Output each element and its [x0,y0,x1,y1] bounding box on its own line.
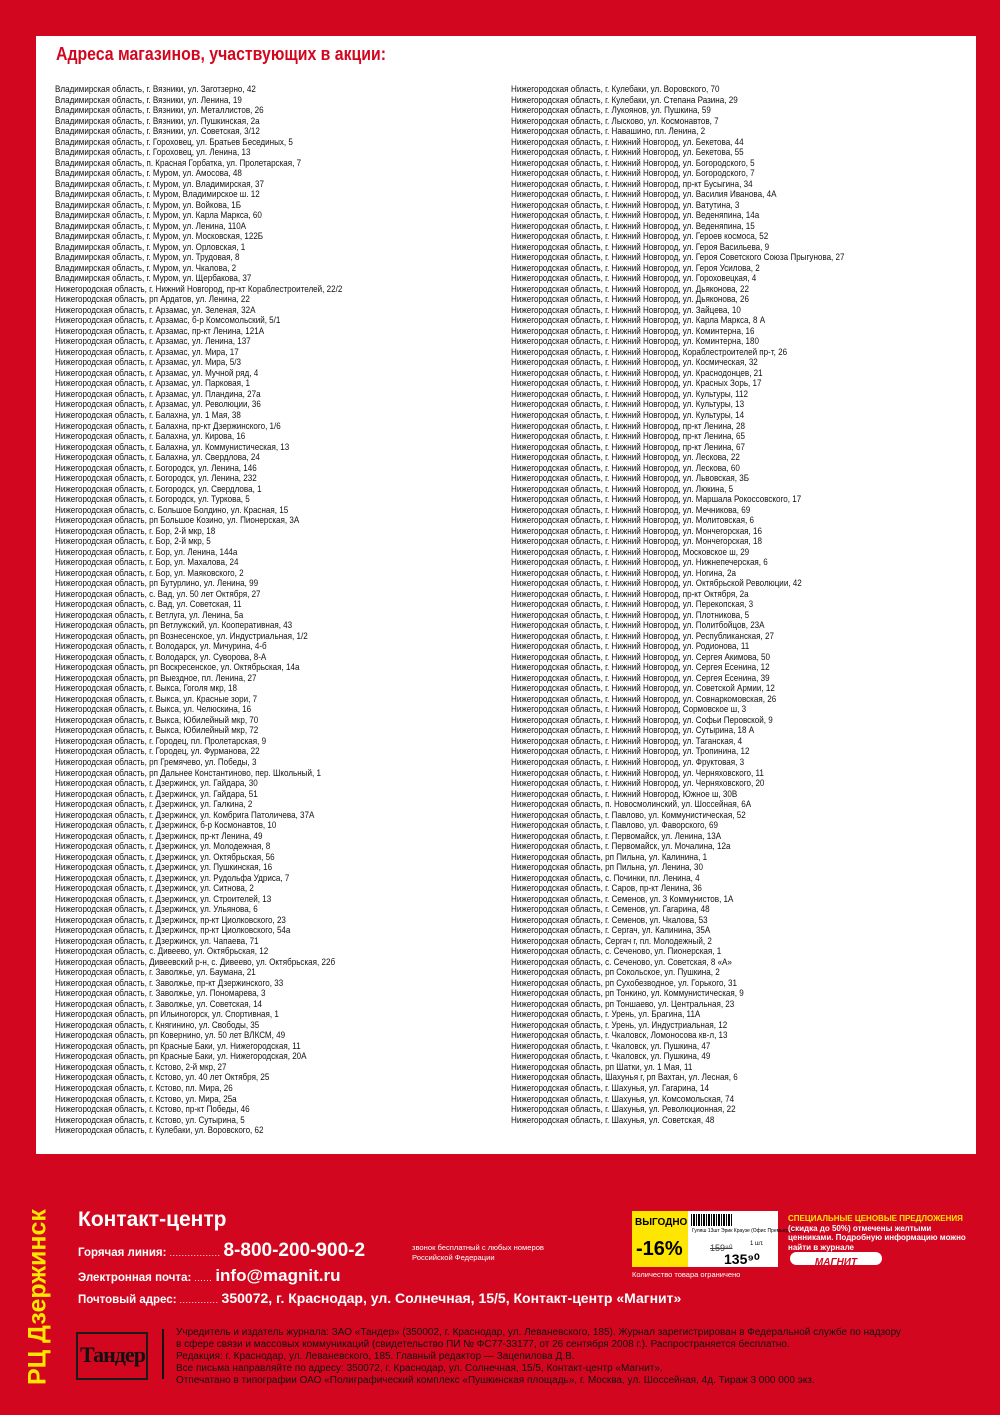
store-address: Нижегородская область, рп Пильна, ул. Ленина, 30 [511,861,703,873]
store-address: Владимирская область, г. Муром, ул. Московская, 122Б [55,230,264,242]
store-address: Нижегородская область, г. Нижний Новгород, ул. Василия Иванова, 4А [511,188,777,200]
store-address: Нижегородская область, г. Нижний Новгород, ул. Краснодонцев, 21 [511,366,763,378]
store-address: Нижегородская область, г. Нижний Новгород, ул. Родионова, 11 [511,640,750,652]
store-address: Нижегородская область, г. Нижний Новгород, пр-кт Кораблестроителей, 22/2 [55,282,343,294]
email-link[interactable]: info@magnit.ru [215,1266,341,1285]
store-address: Нижегородская область, рп Воскресенское, ул. Октябрьская, 14а [55,661,300,673]
store-address: Нижегородская область, г. Нижний Новгород, Сормовское ш, 3 [511,703,747,715]
store-address: Нижегородская область, г. Нижний Новгород, ул. Богородского, 5 [511,156,755,168]
store-address: Нижегородская область, рп Ветлужский, ул. Кооперативная, 43 [55,619,293,631]
store-address: Нижегородская область, Шахунья г, рп Вахтан, ул. Лесная, 6 [511,1071,738,1083]
store-address: Нижегородская область, г. Нижний Новгород, ул. Культуры, 13 [511,398,745,410]
store-address: Нижегородская область, г. Арзамас, б-р Комсомольский, 5/1 [55,314,281,326]
store-address: Нижегородская область, г. Нижний Новгород, ул. Коминтерна, 16 [511,324,755,336]
store-address: Нижегородская область, г. Нижний Новгород, Московское ш, 29 [511,545,750,557]
store-address: Нижегородская область, г. Арзамас, ул. Революции, 36 [55,398,261,410]
store-address: Нижегородская область, г. Урень, ул. Индустриальная, 12 [511,1018,728,1030]
imprint [176,1327,986,1387]
imprint-line: Все письма направляйте по адресу: 350072, г. Краснодар, ул. Солнечная, 15/5, Контакт-центр «Магнит». [176,1363,663,1374]
price-tag-title: ВЫГОДНО [635,1217,688,1228]
store-address: Нижегородская область, рп Гремячево, ул. Победы, 3 [55,756,257,767]
store-address: Нижегородская область, рп Дальнее Константиново, пер. Школьный, 1 [55,766,321,778]
store-address: Нижегородская область, г. Нижний Новгород, ул. Гороховецкая, 4 [511,272,757,284]
store-address: Нижегородская область, г. Нижний Новгород, ул. Черняховского, 20 [511,777,765,789]
store-address: Нижегородская область, г. Нижний Новгород, ул. Культуры, 112 [511,387,748,399]
store-address: Нижегородская область, г. Дзержинск, пр-кт Циолковского, 23 [55,913,286,925]
store-address: Владимирская область, г. Муром, ул. Владимирская, 37 [55,177,265,189]
store-address: Нижегородская область, рп Шатки, ул. 1 Мая, 11 [511,1060,693,1072]
hotline-number[interactable]: 8-800-200-900-2 [223,1240,366,1261]
store-address: Нижегородская область, г. Володарск, ул. Суворова, 8-А [55,650,267,662]
store-address: Нижегородская область, г. Семенов, ул. 3 Коммунистов, 1А [511,892,734,904]
store-address: Нижегородская область, г. Нижний Новгород, ул. Лескова, 22 [511,451,740,463]
store-address: Нижегородская область, г. Выкса, Гоголя мкр, 18 [55,682,238,694]
price-tag-product: Гуляш 13шт Эрик Краузе (Офис Премьер) 3/70 [692,1228,802,1234]
store-address: Нижегородская область, г. Лысково, ул. Космонавтов, 7 [511,114,719,126]
store-address: Нижегородская область, рп Красные Баки, ул. Нижегородская, 11 [55,1039,301,1051]
address-list-left [55,84,389,1136]
store-address: Нижегородская область, г. Богородск, ул. Ленина, 232 [55,472,257,484]
store-address: Нижегородская область, г. Бор, 2-й мкр, 18 [55,524,216,536]
imprint-line: Учредитель и издатель журнала: ЗАО «Тандер» (350002, г. Краснодар, ул. Леваневского, 185). Журнал зарегистрирован в Федеральной службе по надзору [176,1327,902,1338]
email-row [78,1266,341,1286]
store-address: Нижегородская область, г. Нижний Новгород, ул. Героя Васильева, 9 [511,240,770,252]
tander-logo-text: Тандер [80,1342,145,1367]
store-address: Нижегородская область, г. Бор, ул. Махалова, 24 [55,556,239,568]
store-address: Владимирская область, г. Вязники, ул. Металлистов, 26 [55,104,264,116]
store-address: Нижегородская область, г. Дзержинск, ул. Гайдара, 30 [55,777,258,789]
store-address: Нижегородская область, рп Большое Козино, ул. Пионерская, 3А [55,514,300,526]
store-address: Нижегородская область, г. Арзамас, ул. Ленина, 137 [55,335,251,347]
store-address: Нижегородская область, г. Арзамас, ул. Зеленая, 32А [55,303,256,315]
store-address: Владимирская область, г. Муром, ул. Ленина, 110А [55,219,247,231]
special-offer-discount: (скидка до 50%) [788,1223,851,1233]
store-address: Нижегородская область, рп Тоншаево, ул. Центральная, 23 [511,997,735,1009]
store-address: Нижегородская область, г. Арзамас, ул. Мучной ряд, 4 [55,366,259,378]
store-address: Нижегородская область, г. Саров, пр-кт Ленина, 36 [511,882,702,894]
store-address: Нижегородская область, г. Кстово, пр-кт Победы, 46 [55,1103,250,1115]
store-address: Нижегородская область, г. Кстово, ул. Мира, 25а [55,1092,237,1104]
store-address: Нижегородская область, г. Нижний Новгород, ул. Ногина, 2а [511,566,736,578]
hotline-row [78,1240,365,1262]
store-address: Нижегородская область, с. Сеченово, ул. Советская, 8 «А» [511,955,732,967]
store-address: Нижегородская область, г. Павлово, ул. Фаворского, 69 [511,819,719,831]
store-address: Нижегородская область, рп Красные Баки, ул. Нижегородская, 20А [55,1050,307,1062]
barcode-icon [691,1214,733,1226]
store-address: Нижегородская область, г. Заволжье, ул. Советская, 14 [55,997,263,1009]
postal-address: 350072, г. Краснодар, ул. Солнечная, 15/5, Контакт-центр «Магнит» [221,1290,682,1306]
store-address: Нижегородская область, г. Первомайск, ул. Мочалина, 12а [511,840,731,852]
store-address: Владимирская область, г. Вязники, ул. Пушкинская, 2а [55,114,260,126]
store-address: Нижегородская область, г. Дзержинск, ул. Пушкинская, 16 [55,861,273,873]
store-address: Владимирская область, г. Вязники, ул. Ленина, 19 [55,93,242,105]
store-address: Владимирская область, г. Муром, ул. Трудовая, 8 [55,251,240,263]
store-address: Нижегородская область, г. Кстово, ул. 40 лет Октября, 25 [55,1071,270,1083]
store-address: Нижегородская область, г. Княгинино, ул. Свободы, 35 [55,1018,260,1030]
store-address: Нижегородская область, г. Нижний Новгород, пр-кт Ленина, 65 [511,430,745,442]
store-address: Нижегородская область, г. Володарск, ул. Мичурина, 4-б [55,640,267,652]
store-address: Нижегородская область, г. Нижний Новгород, ул. Октябрьской Революции, 42 [511,577,802,589]
store-address: Нижегородская область, г. Арзамас, пр-кт Ленина, 121А [55,324,265,336]
store-address: Нижегородская область, г. Арзамас, ул. Мира, 17 [55,345,239,357]
store-address: Нижегородская область, г. Дзержинск, пр-кт Ленина, 49 [55,829,263,841]
store-address: Владимирская область, г. Муром, ул. Войкова, 1Б [55,198,242,210]
store-address: Нижегородская область, г. Кстово, пл. Мира, 26 [55,1081,233,1093]
leader-dots: ...... [194,1273,213,1283]
store-address: Нижегородская область, г. Бор, ул. Ленина, 144а [55,545,238,557]
store-address: Нижегородская область, г. Нижний Новгород, ул. Мончегорская, 16 [511,524,763,536]
region-label: РЦ Дзержинск [23,1209,52,1385]
store-address: Нижегородская область, г. Нижний Новгород, ул. Ватутина, 3 [511,198,740,210]
store-address: Нижегородская область, рп Сухобезводное, ул. Горького, 31 [511,976,737,988]
store-address: Нижегородская область, г. Нижний Новгород, ул. Бекетова, 44 [511,135,744,147]
store-address: Владимирская область, г. Муром, ул. Карла Маркса, 60 [55,209,262,221]
store-address: Нижегородская область, г. Дзержинск, ул. Строителей, 13 [55,892,272,904]
store-address: Нижегородская область, г. Нижний Новгород, ул. Нижнепечерская, 6 [511,556,768,568]
store-address: Нижегородская область, г. Кулебаки, ул. Воровского, 70 [511,83,720,94]
store-address: Нижегородская область, рп Выездное, пл. Ленина, 27 [55,671,257,683]
postal-label: Почтовый адрес: [78,1294,177,1306]
store-address: Нижегородская область, г. Балахна, ул. Кирова, 16 [55,430,246,442]
store-address: Нижегородская область, г. Нижний Новгород, Южное ш, 30В [511,787,738,799]
store-address: Нижегородская область, г. Балахна, ул. Коммунистическая, 13 [55,440,290,452]
store-address: Нижегородская область, г. Нижний Новгород, ул. Совнаркомовская, 26 [511,692,777,704]
store-address: Нижегородская область, г. Нижний Новгород, ул. Лескова, 60 [511,461,740,473]
store-address: Нижегородская область, г. Дзержинск, ул. Комбрига Патоличева, 37А [55,808,315,820]
store-address: Нижегородская область, рп Ковернино, ул. 50 лет ВЛКСМ, 49 [55,1029,286,1041]
store-address: Нижегородская область, г. Нижний Новгород, ул. Молитовская, 6 [511,514,754,526]
special-offer-text [788,1214,968,1252]
store-address: Нижегородская область, г. Навашино, пл. Ленина, 2 [511,125,706,137]
store-address: Нижегородская область, г. Дзержинск, ул. Ситнова, 2 [55,882,254,894]
store-address: Нижегородская область, г. Нижний Новгород, ул. Софьи Перовской, 9 [511,713,773,725]
store-address: Нижегородская область, г. Сергач, ул. Калинина, 35А [511,924,711,936]
store-address: Нижегородская область, г. Балахна, ул. 1 Мая, 38 [55,408,241,420]
store-address: Нижегородская область, г. Нижний Новгород, ул. Фруктовая, 3 [511,756,745,767]
special-offer-title: СПЕЦИАЛЬНЫЕ ЦЕНОВЫЕ ПРЕДЛОЖЕНИЯ [788,1214,963,1223]
store-address: Нижегородская область, г. Урень, ул. Брагина, 11А [511,1008,701,1020]
store-address: Нижегородская область, г. Шахунья, ул. Революционная, 22 [511,1103,736,1115]
store-address: Владимирская область, г. Гороховец, ул. Братьев Бесединых, 5 [55,135,293,147]
store-address: Нижегородская область, Сергач г, пл. Молодежный, 2 [511,934,712,946]
store-address: Нижегородская область, г. Нижний Новгород, ул. Веденяпина, 14а [511,209,760,221]
store-address: Владимирская область, г. Вязники, ул. Советская, 3/12 [55,125,260,137]
store-address: Нижегородская область, рп Сокольское, ул. Пушкина, 2 [511,966,720,978]
store-address: Нижегородская область, г. Кстово, ул. Сутырина, 5 [55,1113,245,1125]
store-address: Нижегородская область, г. Дзержинск, ул. Галкина, 2 [55,798,253,810]
store-address: Нижегородская область, рп Ардатов, ул. Ленина, 22 [55,293,250,305]
store-address: Нижегородская область, г. Дзержинск, ул. Чапаева, 71 [55,934,259,946]
email-label: Электронная почта: [78,1272,192,1284]
store-address: Нижегородская область, г. Кстово, 2-й мкр, 27 [55,1060,227,1072]
store-address: Нижегородская область, г. Павлово, ул. Коммунистическая, 52 [511,808,746,820]
store-address: Нижегородская область, г. Нижний Новгород, ул. Дьяконова, 26 [511,293,750,305]
store-address: Нижегородская область, г. Дзержинск, ул. Рудольфа Удриса, 7 [55,871,290,883]
store-address: Нижегородская область, г. Ветлуга, ул. Ленина, 5а [55,608,244,620]
store-address: Нижегородская область, г. Нижний Новгород, ул. Сергея Есенина, 12 [511,661,770,673]
store-address: Нижегородская область, г. Заволжье, ул. Баумана, 21 [55,966,256,978]
store-address: Владимирская область, г. Муром, ул. Щербакова, 37 [55,272,252,284]
store-address: Нижегородская область, г. Нижний Новгород, ул. Коминтерна, 180 [511,335,759,347]
store-address: Нижегородская область, г. Семенов, ул. Чкалова, 53 [511,913,708,925]
store-address: Нижегородская область, с. Починки, пл. Ленина, 4 [511,871,700,883]
magnit-logo-text: МАГНИТ [814,1257,858,1268]
store-address: Нижегородская область, г. Балахна, пр-кт Дзержинского, 1/6 [55,419,281,431]
store-address: Владимирская область, г. Муром, ул. Орловская, 1 [55,240,246,252]
store-address: Нижегородская область, г. Богородск, ул. Свердлова, 1 [55,482,262,494]
store-address: Нижегородская область, г. Дзержинск, ул. Октябрьская, 56 [55,850,275,862]
store-address: Нижегородская область, г. Нижний Новгород, ул. Героя Усилова, 2 [511,261,760,273]
store-address: Нижегородская область, г. Нижний Новгород, Кораблестроителей пр-т, 26 [511,345,788,357]
leader-dots: ................. [169,1248,221,1258]
store-address: Нижегородская область, г. Шахунья, ул. Советская, 48 [511,1113,715,1125]
store-address: Нижегородская область, г. Богородск, ул. Ленина, 146 [55,461,257,473]
store-address: Нижегородская область, г. Нижний Новгород, ул. Дьяконова, 22 [511,282,750,294]
store-address: Нижегородская область, г. Арзамас, ул. Мира, 5/3 [55,356,241,368]
store-address: Нижегородская область, п. Новосмолинский, ул. Шоссейная, 6А [511,798,752,810]
store-address: Нижегородская область, г. Шахунья, ул. Гагарина, 14 [511,1081,710,1093]
store-address: Нижегородская область, г. Городец, ул. Фурманова, 22 [55,745,260,757]
store-address: Нижегородская область, г. Арзамас, ул. Парковая, 1 [55,377,250,389]
store-address: Нижегородская область, г. Дзержинск, ул. Молодежная, 8 [55,840,271,852]
store-address: Нижегородская область, г. Нижний Новгород, пр-кт Ленина, 67 [511,440,745,452]
store-address: Нижегородская область, г. Выкса, Юбилейный мкр, 70 [55,713,259,725]
store-address: Нижегородская область, с. Большое Болдино, ул. Красная, 15 [55,503,289,515]
address-sheet [36,36,976,1154]
store-address: Нижегородская область, г. Дзержинск, пр-кт Циолковского, 54а [55,924,291,936]
store-address: Нижегородская область, г. Бор, 2-й мкр, 5 [55,535,211,547]
store-address: Нижегородская область, г. Выкса, ул. Красные зори, 7 [55,692,258,704]
store-address: Нижегородская область, г. Нижний Новгород, ул. Космическая, 32 [511,356,758,368]
imprint-line: Редакция: г. Краснодар, ул. Леваневского, 185. Главный редактор — Зацепилова Д.В. [176,1351,575,1362]
store-address: Нижегородская область, г. Нижний Новгород, ул. Перекопская, 3 [511,598,754,610]
store-address: Нижегородская область, г. Чкаловск, ул. Пушкина, 49 [511,1050,711,1062]
store-address: Нижегородская область, г. Чкаловск, Ломоносова кв-л, 13 [511,1029,728,1041]
store-address: Нижегородская область, г. Кулебаки, ул. Воровского, 62 [55,1124,264,1136]
store-address: Нижегородская область, Дивеевский р-н, с. Дивеево, ул. Октябрьская, 22б [55,955,336,967]
store-address: Нижегородская область, г. Заволжье, пр-кт Дзержинского, 33 [55,976,284,988]
address-list-right [511,84,899,1125]
store-address: Нижегородская область, г. Нижний Новгород, ул. Бекетова, 55 [511,146,744,158]
store-address: Нижегородская область, с. Вад, ул. Советская, 11 [55,598,242,610]
store-address: Нижегородская область, г. Арзамас, ул. Пландина, 27а [55,387,261,399]
store-address: Нижегородская область, г. Нижний Новгород, пр-кт Октября, 2а [511,587,749,599]
store-address: Владимирская область, г. Муром, Владимирское ш. 12 [55,188,260,200]
store-address: Нижегородская область, г. Бор, ул. Маяковского, 2 [55,566,244,578]
store-address: Нижегородская область, г. Нижний Новгород, ул. Мончегорская, 18 [511,535,763,547]
store-address: Нижегородская область, с. Вад, ул. 50 лет Октября, 27 [55,587,261,599]
tander-logo [76,1332,156,1380]
imprint-line: в сфере связи и массовых коммуникаций (свидетельство ПИ № ФС77-33177, от 26 сентября 2008 г.). Распространяется бесплатно. [176,1339,790,1350]
store-address: Нижегородская область, рп Вознесенское, ул. Индустриальная, 1/2 [55,629,308,641]
store-address: Нижегородская область, г. Нижний Новгород, ул. Богородского, 7 [511,167,755,179]
magnit-logo [790,1252,882,1268]
store-address: Нижегородская область, г. Нижний Новгород, ул. Люкина, 5 [511,482,734,494]
store-address: Нижегородская область, г. Нижний Новгород, ул. Культуры, 14 [511,408,745,420]
store-address: Нижегородская область, г. Нижний Новгород, ул. Зайцева, 10 [511,303,741,315]
store-address: Нижегородская область, г. Нижний Новгород, ул. Маршала Рокоссовского, 17 [511,493,802,505]
price-tag-new-price: 135⁹⁰ [724,1251,760,1267]
store-address: Нижегородская область, г. Заволжье, ул. Пономарева, 3 [55,987,266,999]
store-address: Нижегородская область, рп Пильна, ул. Калинина, 1 [511,850,708,862]
store-address: Нижегородская область, г. Нижний Новгород, ул. Львовская, 3Б [511,472,750,484]
price-tag-yellow-block [632,1211,688,1267]
store-address: Нижегородская область, г. Нижний Новгород, ул. Республиканская, 27 [511,629,774,641]
region-tag [18,1208,58,1386]
store-address: Нижегородская область, г. Чкаловск, ул. Пушкина, 47 [511,1039,711,1051]
store-address: Нижегородская область, г. Нижний Новгород, ул. Таганская, 4 [511,734,743,746]
store-address: Нижегородская область, с. Дивеево, ул. Октябрьская, 12 [55,945,269,957]
store-address: Нижегородская область, г. Нижний Новгород, ул. Политбойцов, 23А [511,619,765,631]
store-address: Владимирская область, г. Гороховец, ул. Ленина, 13 [55,146,251,158]
store-address: Нижегородская область, г. Нижний Новгород, пр-кт Ленина, 28 [511,419,745,431]
store-address: Нижегородская область, г. Богородск, ул. Туркова, 5 [55,493,250,505]
store-address: Нижегородская область, г. Нижний Новгород, ул. Героя Советского Союза Прыгунова, 27 [511,251,845,263]
store-address: Нижегородская область, г. Нижний Новгород, ул. Советской Армии, 12 [511,682,775,694]
store-address: Нижегородская область, рп Тонкино, ул. Коммунистическая, 9 [511,987,744,999]
store-address: Нижегородская область, г. Нижний Новгород, ул. Сергея Есенина, 39 [511,671,770,683]
store-address: Нижегородская область, рп Бутурлино, ул. Ленина, 99 [55,577,259,589]
contact-center-title: Контакт-центр [78,1208,227,1231]
postal-row [78,1290,681,1308]
store-address: Нижегородская область, г. Лукоянов, ул. Пушкина, 59 [511,104,711,116]
store-address: Нижегородская область, г. Выкса, Юбилейный мкр, 72 [55,724,259,736]
price-tag-discount: -16% [636,1238,683,1260]
price-tag-old-price: 159⁹⁰ [710,1243,733,1253]
store-address: Нижегородская область, г. Дзержинск, б-р Космонавтов, 10 [55,819,277,831]
store-address: Нижегородская область, г. Нижний Новгород, ул. Сергея Акимова, 50 [511,650,771,662]
store-address: Нижегородская область, рп Ильиногорск, ул. Спортивная, 1 [55,1008,279,1020]
store-address: Нижегородская область, г. Семенов, ул. Гагарина, 48 [511,903,710,915]
store-address: Нижегородская область, г. Кулебаки, ул. Степана Разина, 29 [511,93,738,105]
store-address: Нижегородская область, г. Нижний Новгород, ул. Тропинина, 12 [511,745,750,757]
store-address: Нижегородская область, г. Нижний Новгород, ул. Мечникова, 69 [511,503,751,515]
store-address: Нижегородская область, г. Шахунья, ул. Комсомольская, 74 [511,1092,735,1104]
store-address: Нижегородская область, г. Первомайск, ул. Ленина, 13А [511,829,722,841]
hotline-label: Горячая линия: [78,1247,167,1259]
limited-note: Количество товара ограничено [632,1270,741,1279]
imprint-divider [162,1329,164,1379]
store-address: Нижегородская область, г. Балахна, ул. Свердлова, 24 [55,451,260,463]
store-address: Нижегородская область, с. Сеченово, ул. Пионерская, 1 [511,945,722,957]
store-address: Владимирская область, г. Муром, ул. Чкалова, 2 [55,261,237,273]
page-title: Адреса магазинов, участвующих в акции: [56,44,387,64]
store-address: Нижегородская область, г. Дзержинск, ул. Ульянова, 6 [55,903,258,915]
store-address: Нижегородская область, г. Нижний Новгород, пр-кт Бусыгина, 34 [511,177,753,189]
store-address: Владимирская область, г. Муром, ул. Амосова, 48 [55,167,242,179]
store-address: Нижегородская область, г. Нижний Новгород, ул. Героев космоса, 52 [511,230,769,242]
imprint-line: Отпечатано в типографии ОАО «Полиграфический комплекс «Пушкинская площадь», г. Москва, ул. Шоссейная, 4д. Тираж 3 000 000 экз. [176,1375,815,1386]
price-tag-example [632,1211,802,1267]
store-address: Нижегородская область, г. Выкса, ул. Челюскина, 16 [55,703,252,715]
price-tag-qty: 1 шт. [750,1241,764,1247]
store-address: Нижегородская область, г. Нижний Новгород, ул. Сутырина, 18 А [511,724,755,736]
store-address: Нижегородская область, г. Дзержинск, ул. Гайдара, 51 [55,787,258,799]
store-address: Нижегородская область, г. Нижний Новгород, ул. Черняховского, 11 [511,766,764,778]
store-address: Нижегородская область, г. Городец, пл. Пролетарская, 9 [55,734,267,746]
store-address: Нижегородская область, г. Нижний Новгород, ул. Красных Зорь, 17 [511,377,762,389]
store-address: Нижегородская область, г. Нижний Новгород, ул. Плотникова, 5 [511,608,750,620]
store-address: Нижегородская область, г. Нижний Новгород, ул. Веденяпина, 15 [511,219,755,231]
store-address: Нижегородская область, г. Нижний Новгород, ул. Карла Маркса, 8 А [511,314,766,326]
hotline-note: звонок бесплатный с любых номеров Российской Федерации [412,1243,544,1262]
store-address: Владимирская область, г. Вязники, ул. Заготзерно, 42 [55,83,256,94]
store-address: Владимирская область, п. Красная Горбатка, ул. Пролетарская, 7 [55,156,302,168]
special-offer-body: отмечены желтыми ценниками. Подробную информацию можно найти в журнале [788,1223,966,1252]
leader-dots: ............. [179,1295,219,1305]
